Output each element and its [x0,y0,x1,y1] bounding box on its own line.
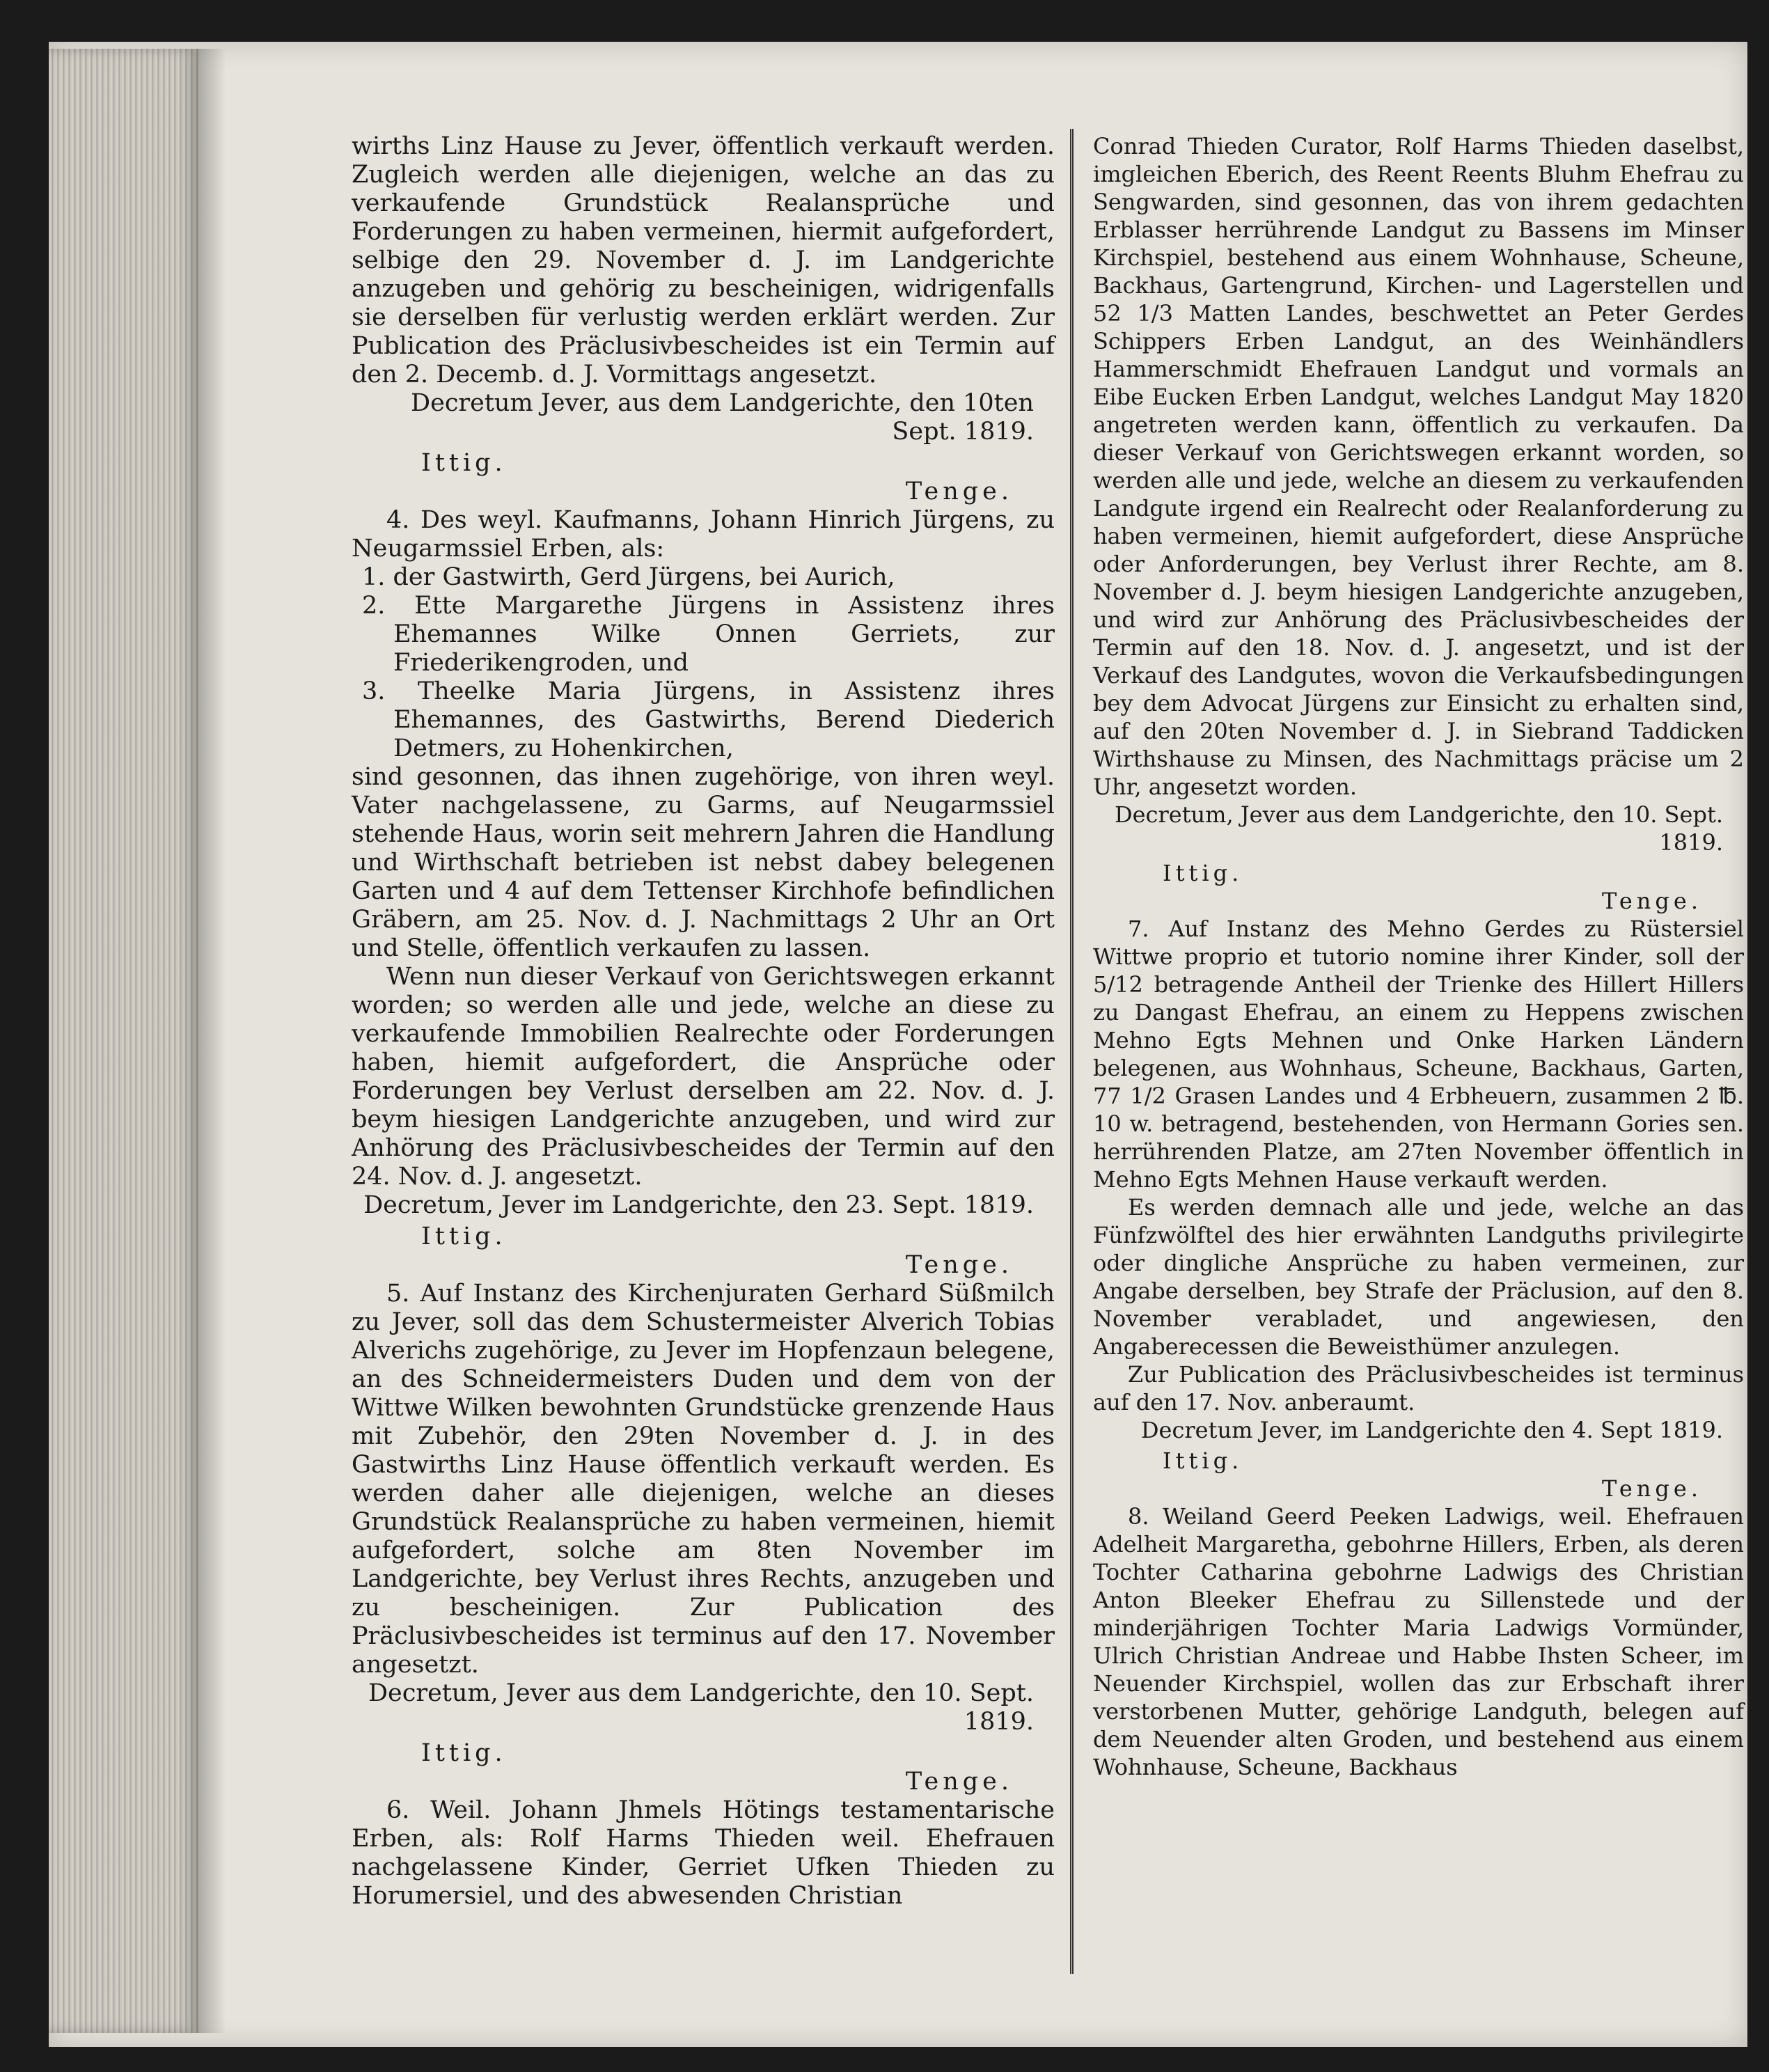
paragraph: Es werden demnach alle und jede, welche an das Fünfzwölftel des hier erwähnten Landguths privilegirte oder dingliche Ansprüche zu haben vermeinen, zur Angabe derselben, bey Strafe der Präclusion, auf den 8. November verabladet, und angewiesen, den Angaberecessen die Beweisthümer anzulegen. [1093,1194,1744,1360]
decretum-line: Decretum, Jever im Landgerichte, den 23. Sept. 1819. [363,1191,1034,1219]
paragraph: 2. Ette Margarethe Jürgens in Assistenz ihres Ehemannes Wilke Onnen Gerriets, zur Friederikengroden, und [362,592,1055,677]
paragraph: Wenn nun dieser Verkauf von Gerichtswegen erkannt worden; so werden alle und jede, welche an diese zu verkaufende Immobilien Realrechte oder Forderungen haben, hiemit aufgefordert, die Ansprüche oder Forderungen bey Verlust derselben am 22. Nov. d. J. beym hiesigen Landgerichte anzugeben, und wird zur Anhörung des Präclusivbescheides der Termin auf den 24. Nov. d. J. angesetzt. [352,963,1055,1191]
tenge-line: Tenge. [905,478,1013,505]
tenge-line: Tenge. [1602,1475,1702,1502]
paragraph: 4. Des weyl. Kaufmanns, Johann Hinrich Jürgens, zu Neugarmssiel Erben, als: [352,506,1055,563]
paragraph: 5. Auf Instanz des Kirchenjuraten Gerhard Süßmilch zu Jever, soll das dem Schustermeister Alverich Tobias Alverichs zugehörige, zu Jever im Hopfenzaun belegene, an des Schneidermeisters Duden und dem von der Wittwe Wilken bewohnten Grundstücke grenzende Haus mit Zubehör, den 29ten November d. J. in des Gastwirths Linz Hause öffentlich verkauft werden. Es werden daher alle diejenigen, welche an dieses Grundstück Realansprüche zu haben vermeinen, hiemit aufgefordert, solche am 8ten November im Landgerichte, bey Verlust ihres Rechts, anzugeben und zu bescheinigen. Zur Publication des Präclusivbescheides ist terminus auf den 17. November angesetzt. [352,1280,1055,1679]
paragraph: 6. Weil. Johann Jhmels Hötings testamentarische Erben, als: Rolf Harms Thieden weil. Ehefrauen nachgelassene Kinder, Gerriet Ufken Thieden zu Horumersiel, und des abwesenden Christian [352,1796,1055,1910]
left-column [352,132,1055,1910]
book-spine-shadow [198,49,226,2033]
tenge-line: Tenge. [905,1251,1013,1279]
right-column [1093,132,1744,1781]
decretum-line: Decretum, Jever aus dem Landgerichte, den 10. Sept. 1819. [1114,801,1723,856]
paragraph: Zur Publication des Präclusivbescheides ist terminus auf den 17. Nov. anberaumt. [1093,1361,1744,1415]
ittig-line: Ittig. [1163,860,1243,886]
ittig-line: Ittig. [421,1739,507,1767]
paragraph: wirths Linz Hause zu Jever, öffentlich verkauft werden. Zugleich werden alle diejenigen, welche an das zu verkaufende Grundstück Realansprüche und Forderungen zu haben vermeinen, hiermit aufgefordert, selbige den 29. November d. J. im Landgerichte anzugeben und gehörig zu bescheinigen, widrigenfalls sie derselben für verlustig werden erklärt werden. Zur Publication des Präclusivbescheides ist ein Termin auf den 2. Decemb. d. J. Vormittags angesetzt. [352,132,1055,388]
paragraph: 8. Weiland Geerd Peeken Ladwigs, weil. Ehefrauen Adelheit Margaretha, gebohrne Hillers, Erben, als deren Tochter Catharina gebohrne Ladwigs des Christian Anton Bleeker Ehefrau zu Sillenstede und der minderjährigen Tochter Maria Ladwigs Vormünder, Ulrich Christian Andreae und Habbe Ihsten Scheer, im Neuender Kirchspiel, wollen das zur Erbschaft ihrer verstorbenen Mutter, gehörige Landguth, belegen auf dem Neuender alten Groden, und bestehend aus einem Wohnhause, Scheune, Backhaus [1093,1503,1744,1780]
decretum-line: Decretum Jever, im Landgerichte den 4. Sept 1819. [1140,1417,1723,1443]
decretum-line: Decretum, Jever aus dem Landgerichte, den 10. Sept. 1819. [368,1679,1034,1736]
page-edges [49,49,198,2033]
ittig-line: Ittig. [421,449,507,477]
tenge-line: Tenge. [1602,888,1702,914]
paragraph: 3. Theelke Maria Jürgens, in Assistenz ihres Ehemannes, des Gastwirths, Berend Diederich Detmers, zu Hohenkirchen, [362,677,1055,762]
paragraph: Conrad Thieden Curator, Rolf Harms Thieden daselbst, imgleichen Eberich, des Reent Reents Bluhm Ehefrau zu Sengwarden, sind gesonnen, das von ihrem gedachten Erblasser herrührende Landgut zu Bassens im Minser Kirchspiel, bestehend aus einem Wohnhause, Scheune, Backhaus, Gartengrund, Kirchen- und Lagerstellen und 52 1/3 Matten Landes, beschwettet an Peter Gerdes Schippers Erben Landgut, an des Weinhändlers Hammerschmidt Ehefrauen Landgut und vormals an Eibe Eucken Erben Landgut, welches Landgut May 1820 angetreten werden kann, öffentlich zu verkaufen. Da dieser Verkauf von Gerichtswegen erkannt worden, so werden alle und jede, welche an diesem zu verkaufenden Landgute irgend ein Realrecht oder Realanforderung zu haben vermeinen, hiemit aufgefordert, diese Ansprüche oder Anforderungen, bey Verlust ihrer Rechte, am 8. November d. J. beym hiesigen Landgerichte anzugeben, und wird zur Anhörung des Präclusivbescheides der Termin auf den 18. Nov. d. J. angesetzt, und ist der Verkauf des Landgutes, wovon die Verkaufsbedingungen bey dem Advocat Jürgens zur Einsicht zu erhalten sind, auf den 20ten November d. J. in Siebrand Taddicken Wirthshause zu Minsen, des Nachmittags präcise um 2 Uhr, angesetzt worden. [1093,133,1744,800]
column-divider [1070,129,1074,1974]
ittig-line: Ittig. [421,1223,507,1250]
ittig-line: Ittig. [1163,1447,1243,1474]
paragraph: 7. Auf Instanz des Mehno Gerdes zu Rüstersiel Wittwe proprio et tutorio nomine ihrer Kinder, soll der 5/12 betragende Antheil der Trienke des Hillert Hillers zu Dangast Ehefrau, an einem zu Heppens zwischen Mehno Egts Mehnen und Onke Harken Ländern belegenen, aus Wohnhaus, Scheune, Backhaus, Garten, 77 1/2 Grasen Landes und 4 Erbheuern, zusammen 2 ℔. 10 w. betragend, bestehenden, von Hermann Gories sen. herrührenden Platze, am 27ten November öffentlich in Mehno Egts Mehnen Hause verkauft werden. [1093,916,1744,1193]
paragraph: sind gesonnen, das ihnen zugehörige, von ihren weyl. Vater nachgelassene, zu Garms, auf Neugarmssiel stehende Haus, worin seit mehrern Jahren die Handlung und Wirthschaft betrieben ist nebst dabey belegenen Garten und 4 auf dem Tettenser Kirchhofe befindlichen Gräbern, am 25. Nov. d. J. Nachmittags 2 Uhr an Ort und Stelle, öffentlich verkaufen zu lassen. [352,763,1055,962]
decretum-line: Decretum Jever, aus dem Landgerichte, den 10ten Sept. 1819. [411,389,1034,446]
paragraph: 1. der Gastwirth, Gerd Jürgens, bei Aurich, [362,563,895,591]
tenge-line: Tenge. [905,1768,1013,1796]
